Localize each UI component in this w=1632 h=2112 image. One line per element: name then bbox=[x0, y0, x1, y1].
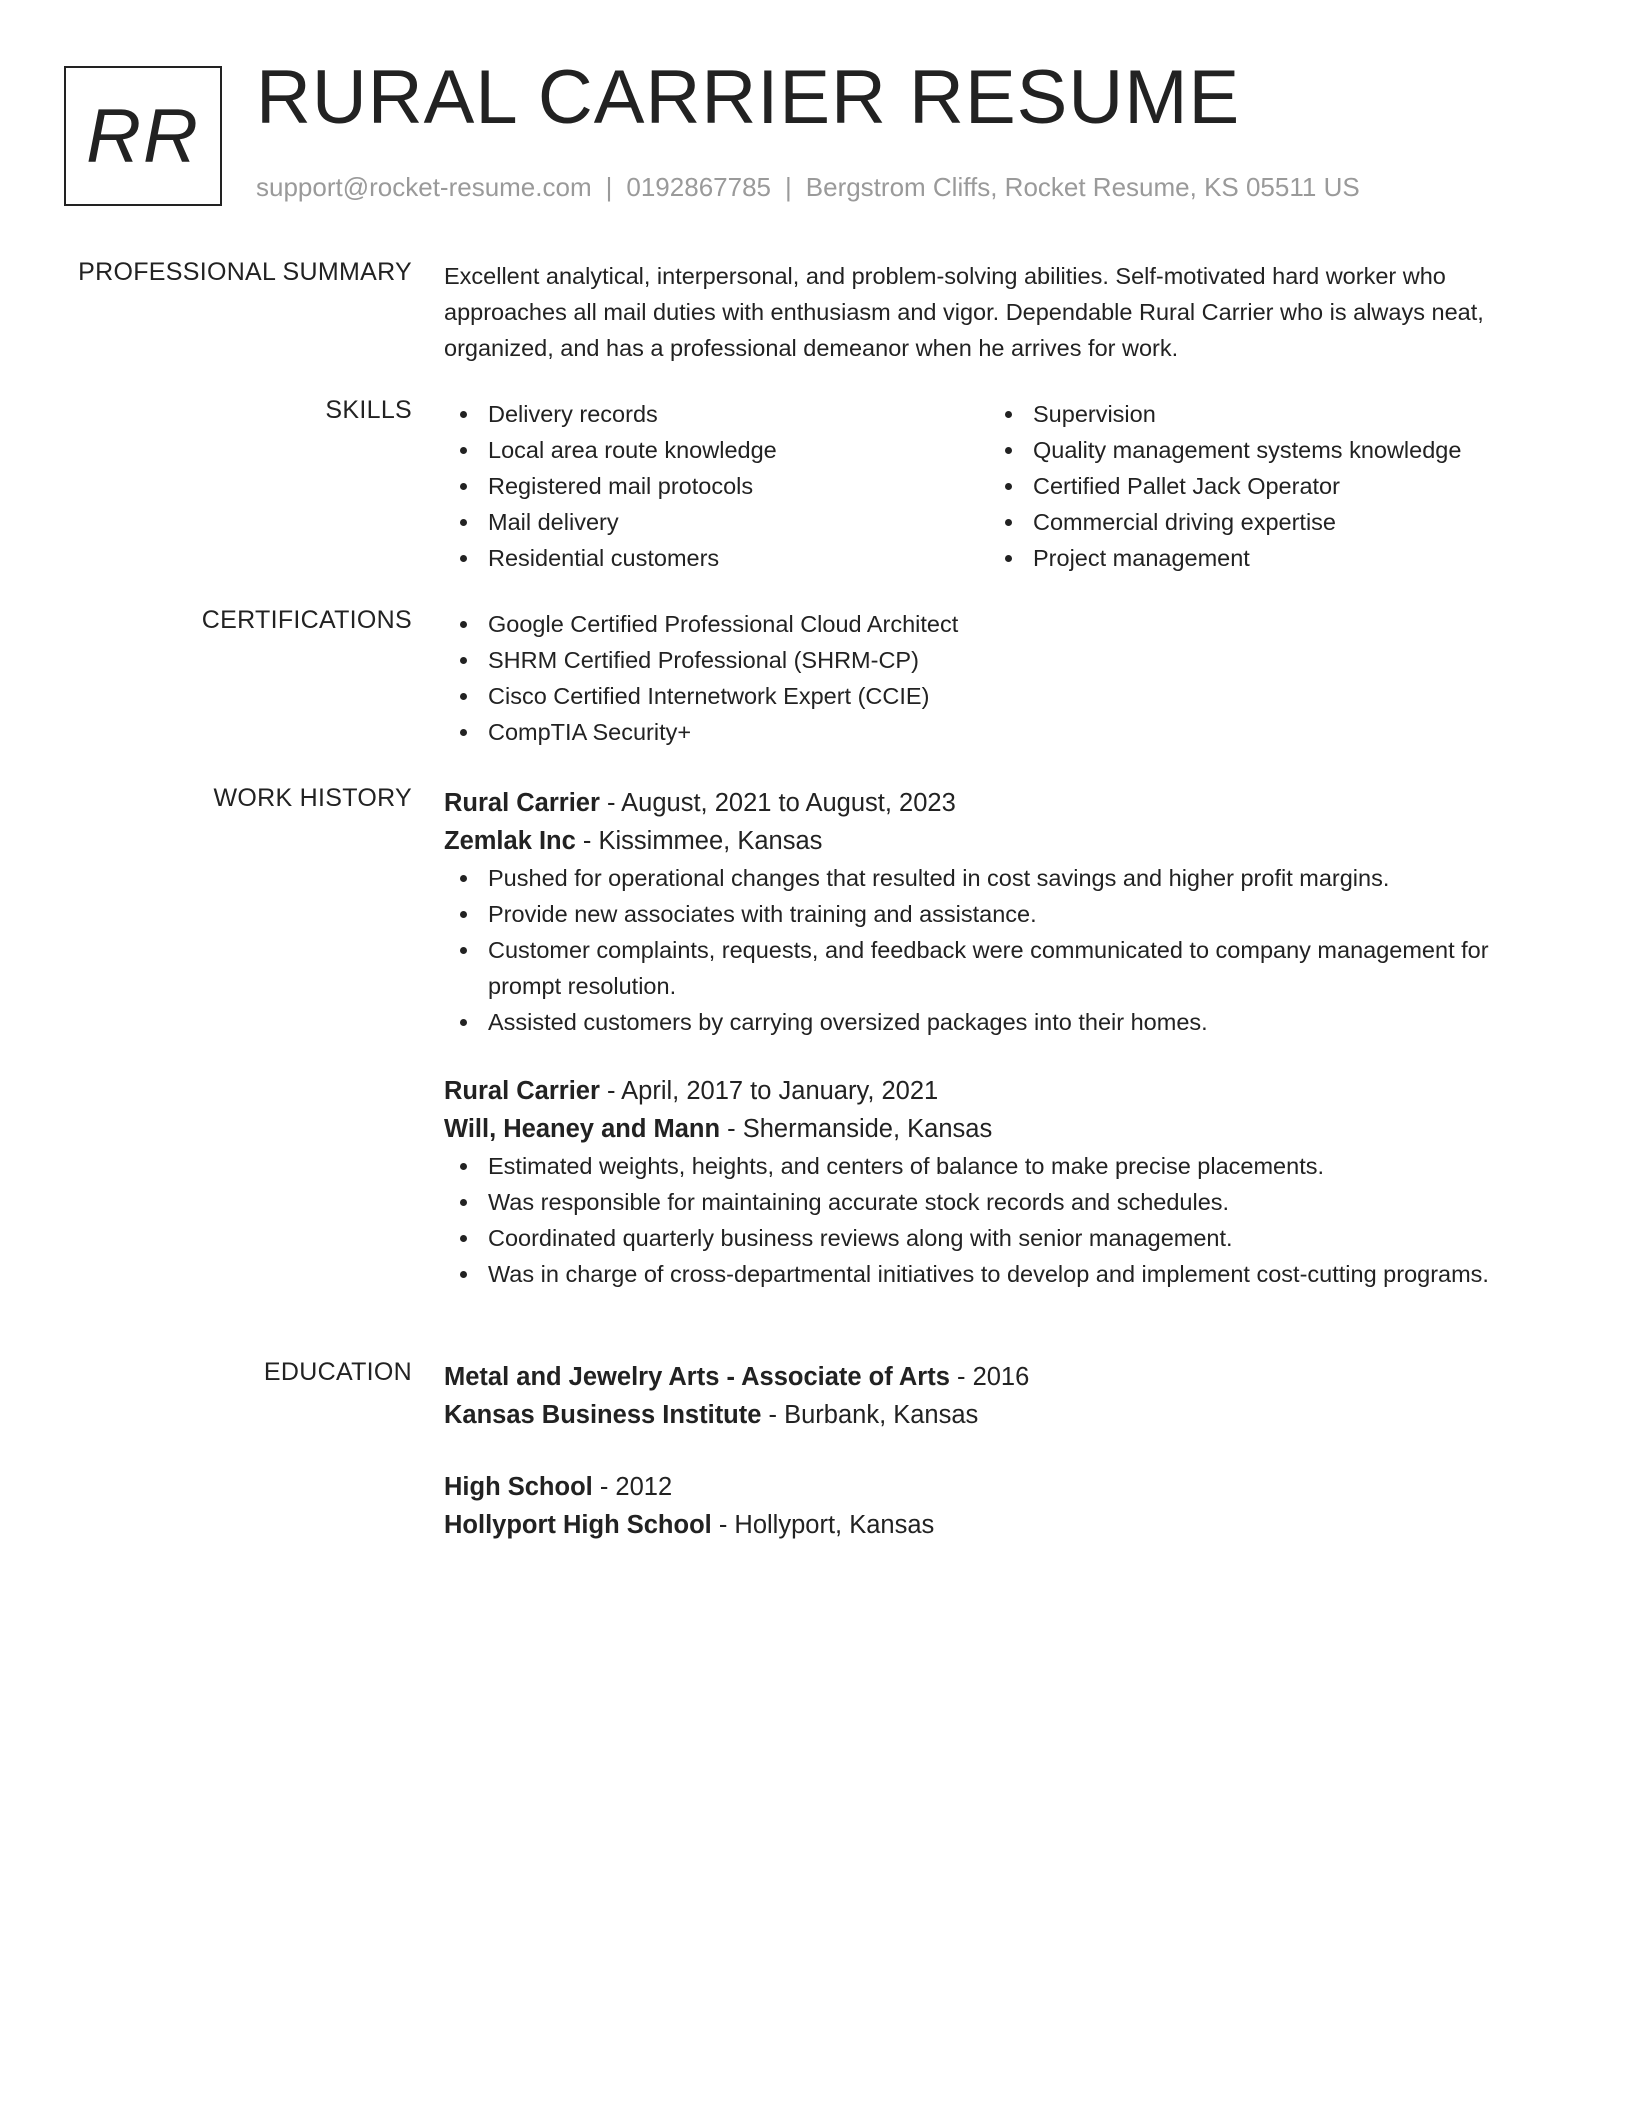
job-title-line bbox=[444, 784, 1564, 822]
school-name: Hollyport High School bbox=[444, 1511, 712, 1539]
skills-list-right bbox=[989, 396, 1534, 576]
list-item: Cisco Certified Internetwork Expert (CCIE) bbox=[444, 678, 1564, 714]
list-item: Assisted customers by carrying oversized packages into their homes. bbox=[444, 1004, 1564, 1040]
list-item: Delivery records bbox=[444, 396, 989, 432]
list-item: Google Certified Professional Cloud Architect bbox=[444, 606, 1564, 642]
degree-name: Metal and Jewelry Arts - Associate of Arts bbox=[444, 1363, 950, 1391]
contact-email: support@rocket-resume.com bbox=[256, 172, 592, 202]
certifications-list bbox=[444, 606, 1564, 750]
degree-line bbox=[444, 1468, 1564, 1506]
monogram-text: RR bbox=[86, 93, 200, 179]
list-item: Local area route knowledge bbox=[444, 432, 989, 468]
contact-separator: | bbox=[605, 172, 613, 202]
degree-name: High School bbox=[444, 1473, 593, 1501]
monogram-logo bbox=[64, 66, 222, 206]
section-heading: PROFESSIONAL SUMMARY bbox=[78, 258, 412, 286]
job-entry bbox=[444, 784, 1564, 1040]
summary-body bbox=[444, 258, 1564, 366]
list-item: Commercial driving expertise bbox=[989, 504, 1534, 540]
school-line bbox=[444, 1396, 1564, 1434]
job-company: Zemlak Inc bbox=[444, 827, 576, 855]
contact-phone: 0192867785 bbox=[626, 172, 771, 202]
school-line bbox=[444, 1506, 1564, 1544]
list-item: Estimated weights, heights, and centers of balance to make precise placements. bbox=[444, 1148, 1564, 1184]
list-item: SHRM Certified Professional (SHRM-CP) bbox=[444, 642, 1564, 678]
job-dates: - April, 2017 to January, 2021 bbox=[599, 1077, 939, 1105]
job-duties-list bbox=[444, 1148, 1564, 1292]
school-name: Kansas Business Institute bbox=[444, 1401, 762, 1429]
job-duties-list bbox=[444, 860, 1564, 1040]
contact-line bbox=[256, 172, 1360, 203]
section-heading: EDUCATION bbox=[263, 1358, 412, 1386]
job-company-line bbox=[444, 1110, 1564, 1148]
job-title: Rural Carrier bbox=[444, 1077, 600, 1105]
skills-list-left bbox=[444, 396, 989, 576]
school-location: - Burbank, Kansas bbox=[761, 1401, 979, 1429]
education-entry bbox=[444, 1468, 1564, 1544]
job-dates: - August, 2021 to August, 2023 bbox=[599, 789, 956, 817]
list-item: Customer complaints, requests, and feedback were communicated to company management for prompt resolution. bbox=[444, 932, 1564, 1004]
job-location: - Kissimmee, Kansas bbox=[575, 827, 823, 855]
list-item: Mail delivery bbox=[444, 504, 989, 540]
section-heading: CERTIFICATIONS bbox=[201, 606, 412, 634]
list-item: Coordinated quarterly business reviews along with senior management. bbox=[444, 1220, 1564, 1256]
job-location: - Shermanside, Kansas bbox=[720, 1115, 993, 1143]
list-item: Certified Pallet Jack Operator bbox=[989, 468, 1534, 504]
degree-line bbox=[444, 1358, 1564, 1396]
list-item: Supervision bbox=[989, 396, 1534, 432]
job-title: Rural Carrier bbox=[444, 789, 600, 817]
education-body bbox=[444, 1358, 1564, 1578]
list-item: Quality management systems knowledge bbox=[989, 432, 1534, 468]
list-item: Registered mail protocols bbox=[444, 468, 989, 504]
certifications-body bbox=[444, 606, 1564, 750]
school-location: - Hollyport, Kansas bbox=[711, 1511, 935, 1539]
resume-title: RURAL CARRIER RESUME bbox=[256, 55, 1241, 140]
work-history-body bbox=[444, 784, 1564, 1324]
skills-body bbox=[444, 396, 1564, 576]
degree-year: - 2016 bbox=[949, 1363, 1030, 1391]
list-item: CompTIA Security+ bbox=[444, 714, 1564, 750]
contact-separator: | bbox=[785, 172, 792, 202]
list-item: Residential customers bbox=[444, 540, 989, 576]
section-heading: SKILLS bbox=[325, 396, 412, 424]
job-title-line bbox=[444, 1072, 1564, 1110]
list-item: Provide new associates with training and assistance. bbox=[444, 896, 1564, 932]
degree-year: - 2012 bbox=[592, 1473, 673, 1501]
list-item: Was in charge of cross-departmental initiatives to develop and implement cost-cutting programs. bbox=[444, 1256, 1564, 1292]
list-item: Project management bbox=[989, 540, 1534, 576]
summary-text: Excellent analytical, interpersonal, and problem-solving abilities. Self-motivated hard worker who approaches all mail duties with enthusiasm and vigor. Dependable Rural Carrier who is always neat, organized, and has a professional demeanor when he arrives for work. bbox=[444, 263, 1484, 361]
job-entry bbox=[444, 1072, 1564, 1292]
job-company-line bbox=[444, 822, 1564, 860]
section-heading: WORK HISTORY bbox=[213, 784, 412, 812]
skills-columns bbox=[444, 396, 1564, 576]
list-item: Pushed for operational changes that resulted in cost savings and higher profit margins. bbox=[444, 860, 1564, 896]
job-company: Will, Heaney and Mann bbox=[444, 1115, 721, 1143]
education-entry bbox=[444, 1358, 1564, 1434]
list-item: Was responsible for maintaining accurate stock records and schedules. bbox=[444, 1184, 1564, 1220]
contact-address: Bergstrom Cliffs, Rocket Resume, KS 05511 US bbox=[805, 172, 1360, 202]
